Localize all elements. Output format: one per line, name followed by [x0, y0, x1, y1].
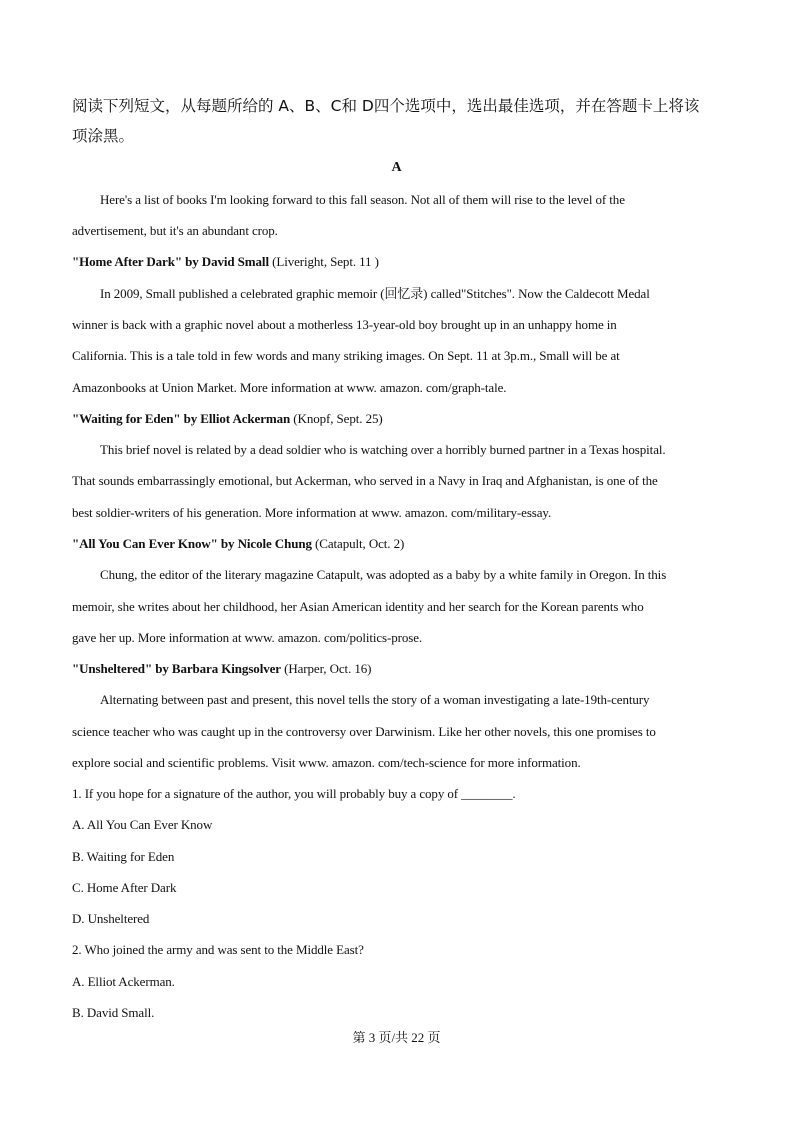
book-title-author: "Home After Dark" by David Small [72, 254, 269, 269]
book-description-line: That sounds embarrassingly emotional, but Ackerman, who served in a Navy in Iraq and Afghanistan, is one of the [72, 473, 658, 488]
book-title-author: "Waiting for Eden" by Elliot Ackerman [72, 411, 291, 426]
book-description-line: explore social and scientific problems. Visit www. amazon. com/tech-science for more information. [72, 755, 581, 770]
book-description-line: California. This is a tale told in few words and many striking images. On Sept. 11 at 3p.m., Small will be at [72, 348, 620, 363]
instructions-line-2: 项涂黑。 [72, 127, 135, 145]
book-publisher-date: (Catapult, Oct. 2) [311, 536, 405, 551]
book-description-line: science teacher who was caught up in the controversy over Darwinism. Like her other novels, this one promises to [72, 724, 656, 739]
book-description-line: gave her up. More information at www. amazon. com/politics-prose. [72, 630, 423, 645]
book-title-author: "Unsheltered" by Barbara Kingsolver [72, 661, 281, 676]
instructions-line-1: 阅读下列短文，从每题所给的 A、B、C和 D四个选项中，选出最佳选项，并在答题卡上将该 [72, 97, 700, 115]
book-publisher-date: (Knopf, Sept. 25) [290, 411, 383, 426]
book-description-line: Chung, the editor of the literary magazine Catapult, was adopted as a baby by a white family in Oregon. In this [100, 567, 667, 582]
book-description-line: best soldier-writers of his generation. More information at www. amazon. com/military-essay. [72, 505, 552, 520]
question-stem: 1. If you hope for a signature of the author, you will probably buy a copy of ________. [72, 786, 516, 801]
book-description-line: This brief novel is related by a dead soldier who is watching over a horribly burned partner in a Texas hospital. [100, 442, 666, 457]
book-heading [72, 536, 732, 552]
answer-option: D. Unsheltered [72, 911, 150, 926]
book-heading [72, 254, 732, 270]
book-heading [72, 411, 732, 427]
answer-option: A. Elliot Ackerman. [72, 974, 175, 989]
book-description-line: Amazonbooks at Union Market. More information at www. amazon. com/graph-tale. [72, 380, 507, 395]
answer-option: A. All You Can Ever Know [72, 817, 213, 832]
book-heading [72, 661, 732, 677]
intro-line-2: advertisement, but it's an abundant crop. [72, 223, 278, 238]
answer-option: C. Home After Dark [72, 880, 177, 895]
book-publisher-date: (Liveright, Sept. 11 ) [268, 254, 379, 269]
page-number-footer: 第 3 页/共 22 页 [352, 1030, 441, 1045]
intro-line-1: Here's a list of books I'm looking forward to this fall season. Not all of them will rise to the level of the [100, 192, 625, 207]
answer-option: B. David Small. [72, 1005, 155, 1020]
book-description-line: winner is back with a graphic novel about a motherless 13-year-old boy brought up in an unhappy home in [72, 317, 617, 332]
book-description-line: In 2009, Small published a celebrated graphic memoir (回忆录) called"Stitches". Now the Caldecott Medal [100, 286, 650, 301]
book-title-author: "All You Can Ever Know" by Nicole Chung [72, 536, 312, 551]
book-description-line: Alternating between past and present, this novel tells the story of a woman investigating a late-19th-century [100, 692, 650, 707]
answer-option: B. Waiting for Eden [72, 849, 175, 864]
question-stem: 2. Who joined the army and was sent to the Middle East? [72, 942, 364, 957]
book-publisher-date: (Harper, Oct. 16) [280, 661, 372, 676]
section-label: A [391, 160, 402, 175]
book-description-line: memoir, she writes about her childhood, her Asian American identity and her search for the Korean parents who [72, 599, 644, 614]
